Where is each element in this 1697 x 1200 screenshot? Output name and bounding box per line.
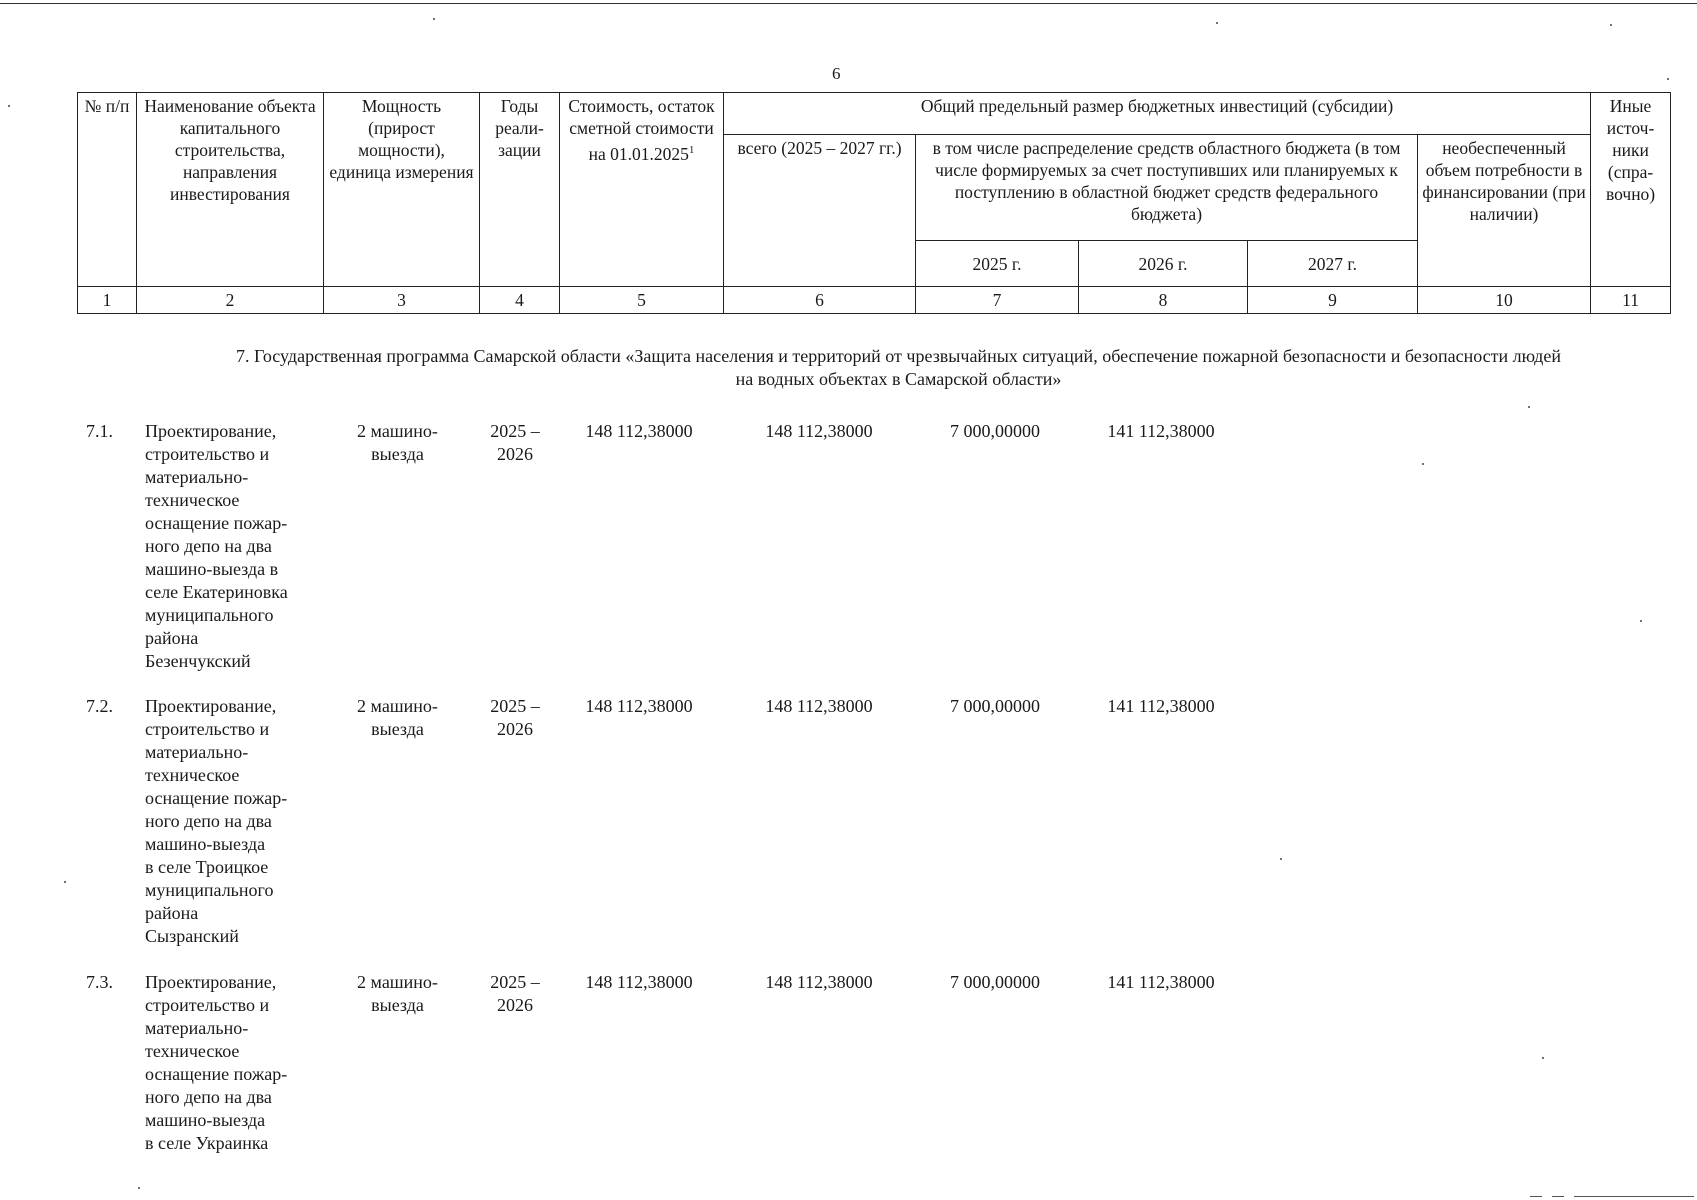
footnote-marker: 1 bbox=[688, 144, 695, 156]
header-table bbox=[77, 92, 1671, 314]
column-number: 8 bbox=[1079, 287, 1248, 314]
capacity-line: выезда bbox=[371, 995, 424, 1015]
name-line: оснащение пожар- bbox=[145, 1064, 288, 1084]
footer-dash bbox=[1552, 1196, 1564, 1197]
name-line: строительство и bbox=[145, 444, 270, 464]
capacity-line: выезда bbox=[371, 444, 424, 464]
cost-value: 148 112,38000 bbox=[585, 696, 693, 716]
name-line: машино-выезда в bbox=[145, 559, 279, 579]
name-line: ного депо на два bbox=[145, 1087, 272, 1107]
header-col-distribution: в том числе распределение средств областного бюджета (в том числе формируемых за счет поступивших или планируемых к поступлению в областной бюджет средств федерального бюджета) bbox=[916, 135, 1418, 241]
header-year-2026: 2026 г. bbox=[1079, 241, 1248, 287]
year-2025-value: 7 000,00000 bbox=[950, 421, 1040, 441]
row-number: 7.1. bbox=[86, 421, 113, 441]
scan-speck bbox=[1216, 22, 1218, 24]
scan-speck bbox=[138, 1187, 140, 1189]
capacity-line: 2 машино- bbox=[357, 696, 438, 716]
total-value: 148 112,38000 bbox=[765, 421, 873, 441]
column-number: 5 bbox=[560, 287, 724, 314]
capacity-line: 2 машино- bbox=[357, 421, 438, 441]
column-number: 4 bbox=[480, 287, 560, 314]
row-number: 7.3. bbox=[86, 972, 113, 992]
name-line: техническое bbox=[145, 765, 240, 785]
name-line: района bbox=[145, 903, 199, 923]
name-line: в селе Украинка bbox=[145, 1133, 269, 1153]
column-number: 9 bbox=[1248, 287, 1418, 314]
capacity-line: 2 машино- bbox=[357, 972, 438, 992]
column-number: 6 bbox=[724, 287, 916, 314]
name-line: Проектирование, bbox=[145, 421, 277, 441]
years-line: 2026 bbox=[497, 719, 533, 739]
scan-speck bbox=[433, 18, 435, 20]
scan-speck bbox=[1280, 858, 1282, 860]
name-line: техническое bbox=[145, 490, 240, 510]
year-2026-value: 141 112,38000 bbox=[1107, 421, 1215, 441]
row-number: 7.2. bbox=[86, 696, 113, 716]
year-2026-value: 141 112,38000 bbox=[1107, 972, 1215, 992]
scan-speck bbox=[1422, 463, 1424, 465]
top-border-line bbox=[0, 3, 1697, 4]
scan-speck bbox=[1528, 406, 1530, 408]
name-line: Проектирование, bbox=[145, 972, 277, 992]
column-number: 10 bbox=[1418, 287, 1591, 314]
header-col-no: № п/п bbox=[78, 93, 137, 287]
capacity bbox=[345, 971, 450, 1017]
years-line: 2025 – bbox=[490, 421, 540, 441]
name-line: машино-выезда bbox=[145, 834, 266, 854]
footer-line bbox=[1574, 1196, 1694, 1197]
name-line: селе Екатериновка bbox=[145, 582, 288, 602]
capacity bbox=[345, 695, 450, 741]
header-col-other: Иные источ-ники (спра-вочно) bbox=[1591, 93, 1671, 287]
object-name bbox=[145, 971, 320, 1155]
header-year-2027: 2027 г. bbox=[1248, 241, 1418, 287]
name-line: муниципального bbox=[145, 880, 274, 900]
capacity-line: выезда bbox=[371, 719, 424, 739]
cost-value: 148 112,38000 bbox=[585, 972, 693, 992]
scan-speck bbox=[1667, 78, 1669, 80]
object-name bbox=[145, 695, 320, 948]
years bbox=[480, 695, 550, 741]
years-line: 2025 – bbox=[490, 972, 540, 992]
name-line: Безенчукский bbox=[145, 651, 251, 671]
page-number: 6 bbox=[832, 64, 841, 83]
name-line: ного депо на два bbox=[145, 536, 272, 556]
name-line: оснащение пожар- bbox=[145, 513, 288, 533]
header-col-capacity: Мощность (прирост мощности), единица измерения bbox=[324, 93, 480, 287]
scan-speck bbox=[64, 881, 66, 883]
header-year-2025: 2025 г. bbox=[916, 241, 1079, 287]
name-line: Проектирование, bbox=[145, 696, 277, 716]
scan-speck bbox=[1640, 620, 1642, 622]
header-col-cost bbox=[560, 93, 724, 287]
scan-speck bbox=[1610, 24, 1612, 26]
column-number: 7 bbox=[916, 287, 1079, 314]
name-line: ного депо на два bbox=[145, 811, 272, 831]
header-col-unfunded: необеспеченный объем потребности в финансировании (при наличии) bbox=[1418, 135, 1591, 287]
years bbox=[480, 971, 550, 1017]
scan-speck bbox=[8, 105, 10, 107]
header-group-title: Общий предельный размер бюджетных инвестиций (субсидии) bbox=[724, 93, 1591, 135]
years-line: 2026 bbox=[497, 444, 533, 464]
years-line: 2026 bbox=[497, 995, 533, 1015]
column-number: 11 bbox=[1591, 287, 1671, 314]
name-line: материально- bbox=[145, 1018, 249, 1038]
scan-speck bbox=[1542, 1057, 1544, 1059]
name-line: машино-выезда bbox=[145, 1110, 266, 1130]
name-line: материально- bbox=[145, 742, 249, 762]
capacity bbox=[345, 420, 450, 466]
name-line: района bbox=[145, 628, 199, 648]
name-line: муниципального bbox=[145, 605, 274, 625]
year-2025-value: 7 000,00000 bbox=[950, 972, 1040, 992]
column-number: 3 bbox=[324, 287, 480, 314]
column-number-row bbox=[78, 287, 1671, 314]
cost-value: 148 112,38000 bbox=[585, 421, 693, 441]
total-value: 148 112,38000 bbox=[765, 696, 873, 716]
name-line: строительство и bbox=[145, 719, 270, 739]
footer-dash bbox=[1530, 1196, 1542, 1197]
column-number: 1 bbox=[78, 287, 137, 314]
object-name bbox=[145, 420, 320, 673]
section-title: 7. Государственная программа Самарской области «Защита населения и территорий от чрезвычайных ситуаций, обеспечение пожарной безопасности и безопасности людей на водных объектах в Самарской области» bbox=[236, 346, 1561, 389]
header-col-cost-text: Стоимость, остаток сметной стоимости на 01.01.2025 bbox=[568, 96, 715, 164]
years bbox=[480, 420, 550, 466]
years-line: 2025 – bbox=[490, 696, 540, 716]
name-line: оснащение пожар- bbox=[145, 788, 288, 808]
year-2025-value: 7 000,00000 bbox=[950, 696, 1040, 716]
column-number: 2 bbox=[137, 287, 324, 314]
name-line: материально- bbox=[145, 467, 249, 487]
name-line: в селе Троицкое bbox=[145, 857, 269, 877]
header-col-total: всего (2025 – 2027 гг.) bbox=[724, 135, 916, 287]
name-line: техническое bbox=[145, 1041, 240, 1061]
total-value: 148 112,38000 bbox=[765, 972, 873, 992]
header-col-name: Наименование объекта капитального строительства, направления инвестирования bbox=[137, 93, 324, 287]
header-col-years: Годы реали-зации bbox=[480, 93, 560, 287]
name-line: Сызранский bbox=[145, 926, 239, 946]
year-2026-value: 141 112,38000 bbox=[1107, 696, 1215, 716]
name-line: строительство и bbox=[145, 995, 270, 1015]
